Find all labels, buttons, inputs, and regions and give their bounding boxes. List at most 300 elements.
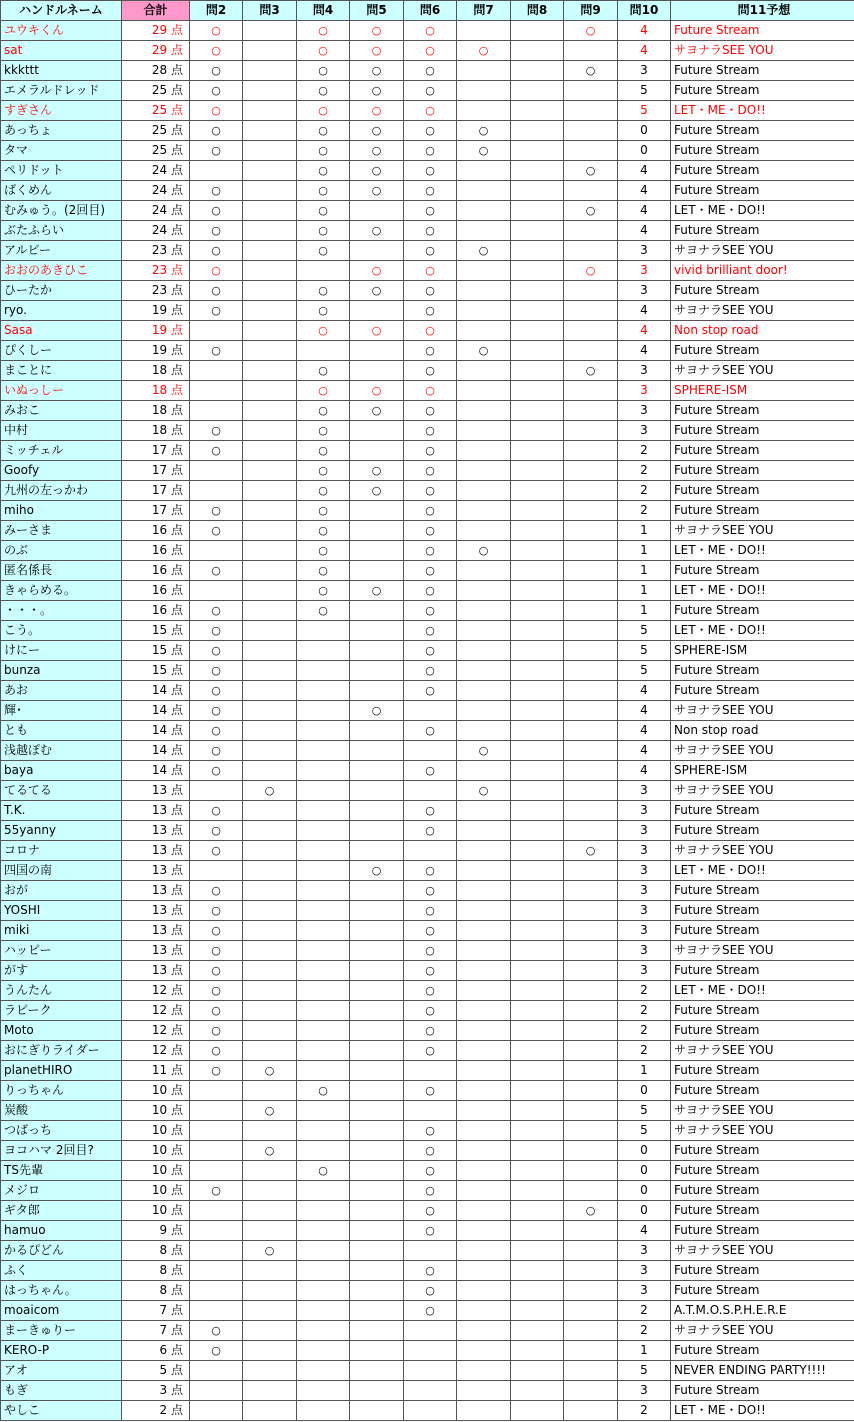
handle-name-cell: ユウキくん — [1, 21, 122, 41]
q7-cell — [457, 1221, 511, 1241]
q2-cell: ○ — [190, 701, 243, 721]
table-row — [1, 761, 854, 781]
q9-cell — [564, 141, 618, 161]
q4-cell — [297, 1401, 350, 1421]
q11-prediction-cell: Future Stream — [671, 141, 854, 161]
q10-cell: 3 — [618, 941, 671, 961]
q7-cell — [457, 1241, 511, 1261]
q4-cell — [297, 641, 350, 661]
handle-name-cell: miho — [1, 501, 122, 521]
q7-cell: ○ — [457, 741, 511, 761]
q2-cell: ○ — [190, 341, 243, 361]
q7-cell — [457, 1261, 511, 1281]
q3-cell — [243, 301, 297, 321]
q3-cell — [243, 561, 297, 581]
q7-cell — [457, 581, 511, 601]
table-row — [1, 1241, 854, 1261]
q3-cell — [243, 261, 297, 281]
total-score-cell: 10 点 — [122, 1161, 190, 1181]
table-row — [1, 1141, 854, 1161]
total-score-cell: 17 点 — [122, 481, 190, 501]
q2-cell: ○ — [190, 921, 243, 941]
q10-cell: 4 — [618, 341, 671, 361]
table-row — [1, 881, 854, 901]
q2-cell — [190, 481, 243, 501]
handle-name-cell: きゃらめる。 — [1, 581, 122, 601]
q6-cell: ○ — [404, 41, 457, 61]
q9-cell — [564, 1161, 618, 1181]
q8-cell — [511, 1221, 564, 1241]
q6-cell: ○ — [404, 1141, 457, 1161]
q7-cell — [457, 941, 511, 961]
table-row — [1, 601, 854, 621]
q11-prediction-cell: Future Stream — [671, 921, 854, 941]
table-row — [1, 341, 854, 361]
handle-name-cell: いぬっしー — [1, 381, 122, 401]
q4-cell — [297, 901, 350, 921]
q9-cell — [564, 401, 618, 421]
q4-cell: ○ — [297, 221, 350, 241]
q10-cell: 3 — [618, 1261, 671, 1281]
q9-cell — [564, 1041, 618, 1061]
q10-cell: 1 — [618, 541, 671, 561]
q5-cell — [350, 1241, 404, 1261]
q5-cell: ○ — [350, 581, 404, 601]
q11-prediction-cell: Future Stream — [671, 441, 854, 461]
q2-cell: ○ — [190, 761, 243, 781]
header-q7: 問7 — [457, 1, 511, 21]
handle-name-cell: kkkttt — [1, 61, 122, 81]
q4-cell — [297, 761, 350, 781]
q2-cell: ○ — [190, 241, 243, 261]
q2-cell — [190, 1401, 243, 1421]
q9-cell: ○ — [564, 61, 618, 81]
q7-cell — [457, 1101, 511, 1121]
q10-cell: 4 — [618, 721, 671, 741]
total-score-cell: 13 点 — [122, 961, 190, 981]
q6-cell: ○ — [404, 281, 457, 301]
handle-name-cell: TS先輩 — [1, 1161, 122, 1181]
handle-name-cell: メジロ — [1, 1181, 122, 1201]
q9-cell — [564, 521, 618, 541]
total-score-cell: 16 点 — [122, 561, 190, 581]
table-row — [1, 941, 854, 961]
q7-cell — [457, 21, 511, 41]
q3-cell — [243, 1001, 297, 1021]
q8-cell — [511, 581, 564, 601]
q5-cell — [350, 241, 404, 261]
total-score-cell: 2 点 — [122, 1401, 190, 1421]
q9-cell: ○ — [564, 361, 618, 381]
q2-cell — [190, 1221, 243, 1241]
q11-prediction-cell: Future Stream — [671, 461, 854, 481]
table-row — [1, 1181, 854, 1201]
q10-cell: 3 — [618, 241, 671, 261]
q6-cell — [404, 1241, 457, 1261]
q8-cell — [511, 1181, 564, 1201]
q11-prediction-cell: Future Stream — [671, 881, 854, 901]
q4-cell: ○ — [297, 601, 350, 621]
q5-cell: ○ — [350, 81, 404, 101]
total-score-cell: 13 点 — [122, 941, 190, 961]
q6-cell: ○ — [404, 1221, 457, 1241]
q7-cell — [457, 1181, 511, 1201]
q3-cell — [243, 101, 297, 121]
q11-prediction-cell: LET・ME・DO!! — [671, 201, 854, 221]
q3-cell — [243, 801, 297, 821]
q11-prediction-cell: サヨナラSEE YOU — [671, 301, 854, 321]
q5-cell — [350, 641, 404, 661]
q8-cell — [511, 281, 564, 301]
q5-cell — [350, 441, 404, 461]
q11-prediction-cell: Future Stream — [671, 681, 854, 701]
q2-cell — [190, 1301, 243, 1321]
q5-cell: ○ — [350, 281, 404, 301]
q6-cell — [404, 701, 457, 721]
q8-cell — [511, 241, 564, 261]
total-score-cell: 13 点 — [122, 901, 190, 921]
q6-cell — [404, 1401, 457, 1421]
q2-cell: ○ — [190, 1021, 243, 1041]
q6-cell: ○ — [404, 221, 457, 241]
q7-cell — [457, 401, 511, 421]
total-score-cell: 10 点 — [122, 1141, 190, 1161]
q5-cell: ○ — [350, 401, 404, 421]
q5-cell: ○ — [350, 261, 404, 281]
handle-name-cell: bunza — [1, 661, 122, 681]
q5-cell — [350, 521, 404, 541]
q2-cell: ○ — [190, 101, 243, 121]
q2-cell: ○ — [190, 221, 243, 241]
q6-cell: ○ — [404, 1281, 457, 1301]
handle-name-cell: 四国の南 — [1, 861, 122, 881]
q10-cell: 3 — [618, 881, 671, 901]
q8-cell — [511, 961, 564, 981]
q4-cell: ○ — [297, 201, 350, 221]
q3-cell — [243, 921, 297, 941]
q10-cell: 2 — [618, 1401, 671, 1421]
q3-cell — [243, 1321, 297, 1341]
q11-prediction-cell: LET・ME・DO!! — [671, 1401, 854, 1421]
handle-name-cell: YOSHI — [1, 901, 122, 921]
q4-cell — [297, 841, 350, 861]
q8-cell — [511, 661, 564, 681]
q9-cell — [564, 721, 618, 741]
q7-cell — [457, 261, 511, 281]
q11-prediction-cell: Future Stream — [671, 1061, 854, 1081]
q8-cell — [511, 841, 564, 861]
q7-cell — [457, 1161, 511, 1181]
q4-cell — [297, 1061, 350, 1081]
header-q8: 問8 — [511, 1, 564, 21]
q6-cell: ○ — [404, 441, 457, 461]
q11-prediction-cell: Future Stream — [671, 1021, 854, 1041]
handle-name-cell: かるぴどん — [1, 1241, 122, 1261]
table-row — [1, 301, 854, 321]
table-row — [1, 1021, 854, 1041]
q8-cell — [511, 1021, 564, 1041]
q2-cell: ○ — [190, 521, 243, 541]
q3-cell — [243, 81, 297, 101]
q2-cell: ○ — [190, 641, 243, 661]
q6-cell: ○ — [404, 461, 457, 481]
q4-cell — [297, 1361, 350, 1381]
q9-cell — [564, 1341, 618, 1361]
q10-cell: 3 — [618, 261, 671, 281]
q3-cell — [243, 281, 297, 301]
total-score-cell: 3 点 — [122, 1381, 190, 1401]
q10-cell: 2 — [618, 1321, 671, 1341]
total-score-cell: 14 点 — [122, 701, 190, 721]
q6-cell: ○ — [404, 941, 457, 961]
table-row — [1, 1401, 854, 1421]
q4-cell — [297, 1181, 350, 1201]
q8-cell — [511, 801, 564, 821]
handle-name-cell: みおこ — [1, 401, 122, 421]
q9-cell — [564, 481, 618, 501]
q9-cell — [564, 701, 618, 721]
q8-cell — [511, 441, 564, 461]
q8-cell — [511, 741, 564, 761]
q2-cell: ○ — [190, 1041, 243, 1061]
q5-cell — [350, 301, 404, 321]
q9-cell — [564, 981, 618, 1001]
q5-cell: ○ — [350, 61, 404, 81]
q9-cell — [564, 341, 618, 361]
q6-cell: ○ — [404, 1301, 457, 1321]
q11-prediction-cell: Future Stream — [671, 1081, 854, 1101]
q4-cell: ○ — [297, 61, 350, 81]
q9-cell: ○ — [564, 841, 618, 861]
q10-cell: 3 — [618, 1381, 671, 1401]
q3-cell — [243, 1161, 297, 1181]
handle-name-cell: T.K. — [1, 801, 122, 821]
q4-cell — [297, 961, 350, 981]
q2-cell: ○ — [190, 621, 243, 641]
q10-cell: 0 — [618, 1201, 671, 1221]
handle-name-cell: 匿名係長 — [1, 561, 122, 581]
q10-cell: 0 — [618, 1081, 671, 1101]
q10-cell: 3 — [618, 841, 671, 861]
total-score-cell: 5 点 — [122, 1361, 190, 1381]
q7-cell — [457, 1301, 511, 1321]
q3-cell — [243, 581, 297, 601]
q11-prediction-cell: サヨナラSEE YOU — [671, 781, 854, 801]
table-row — [1, 1061, 854, 1081]
q7-cell — [457, 701, 511, 721]
table-row — [1, 861, 854, 881]
q9-cell — [564, 921, 618, 941]
q11-prediction-cell: Future Stream — [671, 1161, 854, 1181]
q3-cell — [243, 1201, 297, 1221]
q10-cell: 1 — [618, 1341, 671, 1361]
total-score-cell: 13 点 — [122, 821, 190, 841]
q11-prediction-cell: A.T.M.O.S.P.H.E.R.E — [671, 1301, 854, 1321]
table-row — [1, 181, 854, 201]
q6-cell: ○ — [404, 301, 457, 321]
q10-cell: 4 — [618, 21, 671, 41]
total-score-cell: 14 点 — [122, 761, 190, 781]
q7-cell — [457, 101, 511, 121]
q7-cell — [457, 281, 511, 301]
table-row — [1, 1201, 854, 1221]
handle-name-cell: あっちょ — [1, 121, 122, 141]
q11-prediction-cell: Future Stream — [671, 1341, 854, 1361]
q10-cell: 3 — [618, 421, 671, 441]
q5-cell — [350, 421, 404, 441]
q6-cell: ○ — [404, 621, 457, 641]
header-handle-name: ハンドルネーム — [1, 1, 122, 21]
q5-cell — [350, 1281, 404, 1301]
handle-name-cell: とも — [1, 721, 122, 741]
q6-cell: ○ — [404, 641, 457, 661]
table-row — [1, 841, 854, 861]
q3-cell — [243, 681, 297, 701]
q8-cell — [511, 181, 564, 201]
q10-cell: 4 — [618, 161, 671, 181]
q6-cell: ○ — [404, 161, 457, 181]
q4-cell — [297, 741, 350, 761]
q7-cell: ○ — [457, 241, 511, 261]
q11-prediction-cell: LET・ME・DO!! — [671, 581, 854, 601]
table-row — [1, 61, 854, 81]
q5-cell: ○ — [350, 221, 404, 241]
q8-cell — [511, 461, 564, 481]
q3-cell — [243, 521, 297, 541]
q6-cell: ○ — [404, 201, 457, 221]
q6-cell: ○ — [404, 761, 457, 781]
q7-cell — [457, 161, 511, 181]
handle-name-cell: つばっち — [1, 1121, 122, 1141]
q4-cell — [297, 1001, 350, 1021]
table-row — [1, 1081, 854, 1101]
total-score-cell: 14 点 — [122, 741, 190, 761]
q2-cell: ○ — [190, 741, 243, 761]
q9-cell — [564, 281, 618, 301]
q6-cell: ○ — [404, 681, 457, 701]
q11-prediction-cell: Future Stream — [671, 221, 854, 241]
total-score-cell: 14 点 — [122, 681, 190, 701]
q4-cell: ○ — [297, 561, 350, 581]
q9-cell — [564, 1301, 618, 1321]
handle-name-cell: まことに — [1, 361, 122, 381]
q7-cell: ○ — [457, 341, 511, 361]
q2-cell: ○ — [190, 821, 243, 841]
table-row — [1, 381, 854, 401]
q9-cell — [564, 1361, 618, 1381]
q9-cell — [564, 681, 618, 701]
q6-cell: ○ — [404, 1261, 457, 1281]
q5-cell — [350, 761, 404, 781]
table-row — [1, 441, 854, 461]
q3-cell — [243, 461, 297, 481]
total-score-cell: 7 点 — [122, 1301, 190, 1321]
q8-cell — [511, 1041, 564, 1061]
q8-cell — [511, 821, 564, 841]
q2-cell: ○ — [190, 181, 243, 201]
q2-cell: ○ — [190, 1341, 243, 1361]
q4-cell: ○ — [297, 361, 350, 381]
handle-name-cell: ばくめん — [1, 181, 122, 201]
q5-cell — [350, 961, 404, 981]
handle-name-cell: まーきゅりー — [1, 1321, 122, 1341]
total-score-cell: 11 点 — [122, 1061, 190, 1081]
q7-cell — [457, 841, 511, 861]
q11-prediction-cell: サヨナラSEE YOU — [671, 841, 854, 861]
q9-cell — [564, 601, 618, 621]
handle-name-cell: おが — [1, 881, 122, 901]
q6-cell: ○ — [404, 821, 457, 841]
q10-cell: 4 — [618, 1221, 671, 1241]
q5-cell — [350, 941, 404, 961]
q10-cell: 4 — [618, 181, 671, 201]
q2-cell: ○ — [190, 561, 243, 581]
q3-cell — [243, 541, 297, 561]
q9-cell — [564, 461, 618, 481]
q2-cell: ○ — [190, 961, 243, 981]
handle-name-cell: sat — [1, 41, 122, 61]
q3-cell — [243, 1401, 297, 1421]
handle-name-cell: ひーたか — [1, 281, 122, 301]
total-score-cell: 16 点 — [122, 601, 190, 621]
q2-cell: ○ — [190, 881, 243, 901]
q6-cell: ○ — [404, 1201, 457, 1221]
q11-prediction-cell: Future Stream — [671, 561, 854, 581]
q10-cell: 3 — [618, 821, 671, 841]
table-row — [1, 121, 854, 141]
q3-cell — [243, 721, 297, 741]
q11-prediction-cell: Non stop road — [671, 321, 854, 341]
q7-cell — [457, 421, 511, 441]
table-row — [1, 981, 854, 1001]
total-score-cell: 9 点 — [122, 1221, 190, 1241]
q11-prediction-cell: Future Stream — [671, 161, 854, 181]
q11-prediction-cell: Future Stream — [671, 1181, 854, 1201]
handle-name-cell: おにぎりライダー — [1, 1041, 122, 1061]
q5-cell — [350, 901, 404, 921]
handle-name-cell: moaicom — [1, 1301, 122, 1321]
q5-cell — [350, 1001, 404, 1021]
header-q5: 問5 — [350, 1, 404, 21]
table-row — [1, 281, 854, 301]
q3-cell — [243, 701, 297, 721]
q3-cell — [243, 21, 297, 41]
table-row — [1, 241, 854, 261]
q3-cell — [243, 881, 297, 901]
q5-cell — [350, 621, 404, 641]
q10-cell: 2 — [618, 1041, 671, 1061]
total-score-cell: 15 点 — [122, 641, 190, 661]
q10-cell: 1 — [618, 601, 671, 621]
q11-prediction-cell: Future Stream — [671, 341, 854, 361]
q11-prediction-cell: Future Stream — [671, 1141, 854, 1161]
handle-name-cell: コロナ — [1, 841, 122, 861]
total-score-cell: 12 点 — [122, 981, 190, 1001]
q7-cell: ○ — [457, 121, 511, 141]
q3-cell — [243, 601, 297, 621]
q2-cell — [190, 581, 243, 601]
q7-cell — [457, 521, 511, 541]
q5-cell: ○ — [350, 181, 404, 201]
q11-prediction-cell: Future Stream — [671, 401, 854, 421]
q7-cell — [457, 821, 511, 841]
table-row — [1, 1041, 854, 1061]
q7-cell — [457, 1061, 511, 1081]
q10-cell: 2 — [618, 481, 671, 501]
total-score-cell: 10 点 — [122, 1201, 190, 1221]
table-row — [1, 561, 854, 581]
q5-cell — [350, 661, 404, 681]
